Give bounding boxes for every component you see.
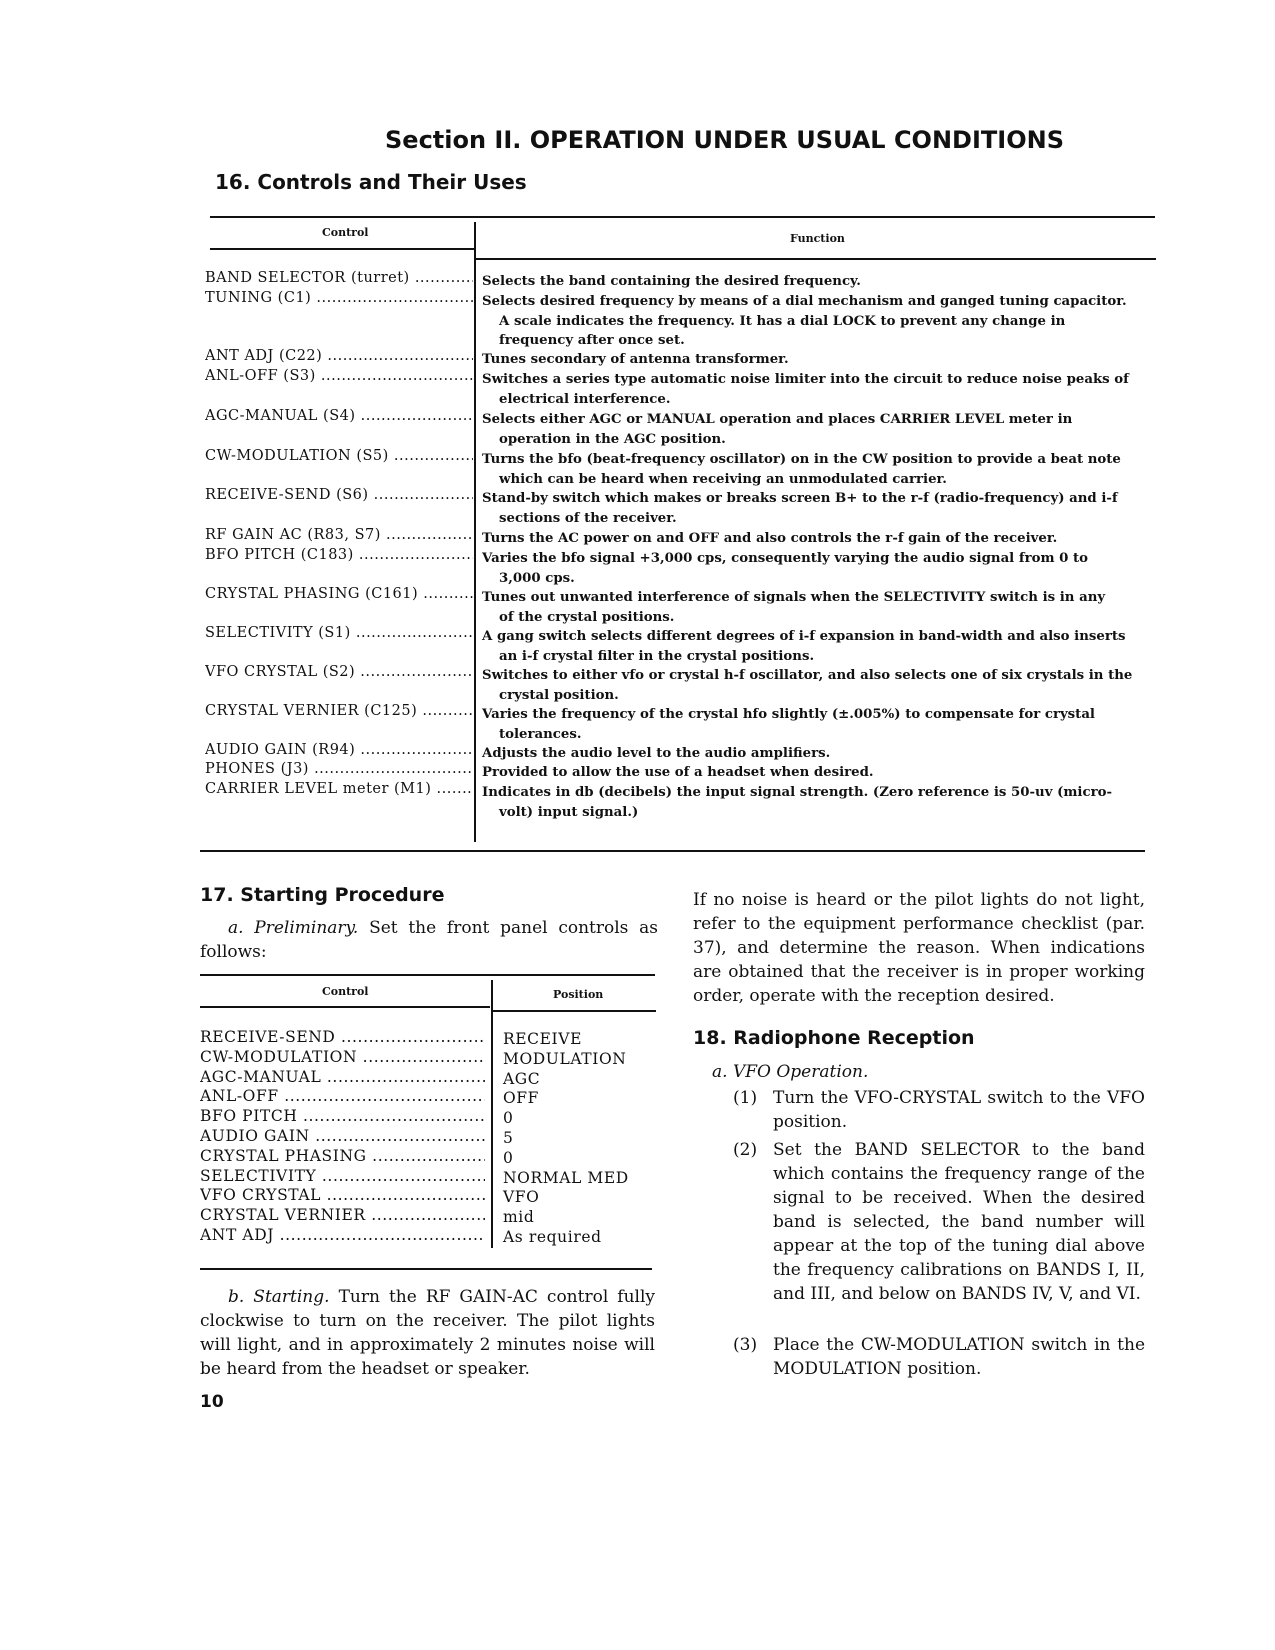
- function-line: Tunes secondary of antenna transformer.: [482, 352, 789, 367]
- par17-a: a. Preliminary. Set the front panel controls as follows:: [200, 918, 658, 962]
- function-line: Switches to either vfo or crystal h-f oscillator, and also selects one of six crystals in the: [482, 668, 1133, 683]
- control-name: AUDIO GAIN (R94) .....: [205, 742, 473, 758]
- control-name: SELECTIVITY (S1) .....: [205, 625, 473, 641]
- control-function: [482, 292, 1154, 351]
- control-function: [482, 588, 1154, 627]
- function-line: tolerances.: [499, 726, 582, 742]
- control-function: [482, 627, 1154, 666]
- control-name: VFO CRYSTAL (S2) .....: [205, 664, 473, 680]
- control-position: 0: [503, 1109, 514, 1128]
- step-item: [733, 1086, 1145, 1134]
- control-function: [482, 549, 1154, 588]
- control-name: AGC-MANUAL .....: [200, 1068, 485, 1086]
- function-line: Selects either AGC or MANUAL operation and places CARRIER LEVEL meter in: [482, 412, 1073, 427]
- t17-header-position: Position: [553, 988, 604, 1001]
- control-name: RECEIVE-SEND (S6) .....: [205, 487, 473, 503]
- function-line: an i-f crystal filter in the crystal positions.: [499, 648, 815, 664]
- control-function: [482, 489, 1154, 528]
- function-line: which can be heard when receiving an unmodulated carrier.: [499, 471, 947, 487]
- control-function: [482, 370, 1154, 409]
- control-position: NORMAL MED: [503, 1168, 629, 1187]
- control-name: CRYSTAL VERNIER .....: [200, 1206, 485, 1224]
- t17-header-rule-right: [493, 1010, 656, 1012]
- par17-b: b. Starting. Turn the RF GAIN-AC control fully clockwise to turn on the receiver. The pilot lights will light, and in approximately 2 minutes noise will be heard from the headset or speaker.: [200, 1287, 655, 1379]
- function-line: Adjusts the audio level to the audio amplifiers.: [482, 746, 831, 761]
- step-item: [733, 1138, 1145, 1306]
- function-line: Provided to allow the use of a headset when desired.: [482, 765, 874, 780]
- step-text: Turn the VFO-CRYSTAL switch to the VFO position.: [773, 1088, 1145, 1132]
- step-number: (3): [733, 1335, 758, 1355]
- function-line: volt) input signal.): [499, 804, 639, 820]
- control-name: ANT ADJ .....: [200, 1226, 485, 1244]
- control-position: MODULATION: [503, 1049, 627, 1068]
- control-function: [482, 410, 1154, 449]
- header-control: Control: [322, 226, 369, 239]
- control-name: RF GAIN AC (R83, S7) .....: [205, 527, 473, 543]
- par18-a: a. VFO Operation.: [712, 1062, 869, 1082]
- header-rule-right: [476, 258, 1156, 260]
- section-title: Section II. OPERATION UNDER USUAL CONDITIONS: [385, 126, 1064, 154]
- control-function: [482, 350, 1154, 370]
- control-function: [482, 529, 1154, 549]
- control-name: CW-MODULATION .....: [200, 1048, 485, 1066]
- function-line: sections of the receiver.: [499, 510, 677, 526]
- control-name: AGC-MANUAL (S4) .....: [205, 408, 473, 424]
- table-top-rule: [210, 216, 1155, 218]
- par17-continued: If no noise is heard or the pilot lights do not light, refer to the equipment performance checklist (par. 37), and determine the reason. When indications are obtained that the receiver is in proper working order, operate with the reception desired.: [693, 890, 1145, 1006]
- step-text: Set the BAND SELECTOR to the band which contains the frequency range of the signal to be received. When the desired band is selected, the band number will appear at the top of the tuning dial above the frequency calibrations on BANDS I, II, and III, and below on BANDS IV, V, and VI.: [773, 1140, 1145, 1304]
- function-line: Turns the AC power on and OFF and also controls the r-f gain of the receiver.: [482, 531, 1058, 546]
- step-number: (1): [733, 1088, 758, 1108]
- t17-header-rule-left: [200, 1006, 490, 1008]
- control-name: ANL-OFF (S3) .....: [205, 368, 473, 384]
- column-divider: [474, 222, 476, 842]
- control-name: TUNING (C1) .....: [205, 290, 473, 306]
- control-name: BFO PITCH (C183) .....: [205, 547, 473, 563]
- page-number: 10: [200, 1392, 224, 1412]
- function-line: operation in the AGC position.: [499, 431, 726, 447]
- table-bottom-rule: [200, 850, 1145, 852]
- control-name: CARRIER LEVEL meter (M1) .....: [205, 781, 473, 797]
- function-line: Indicates in db (decibels) the input signal strength. (Zero reference is 50-uv (micro-: [482, 785, 1112, 800]
- control-position: 5: [503, 1129, 514, 1147]
- function-line: crystal position.: [499, 687, 619, 703]
- t17-divider: [491, 980, 493, 1248]
- control-function: [482, 783, 1154, 822]
- par17-title: 17. Starting Procedure: [200, 884, 445, 906]
- control-function: [482, 666, 1154, 705]
- control-position: VFO: [503, 1188, 540, 1207]
- control-function: [482, 450, 1154, 489]
- function-line: A gang switch selects different degrees of i-f expansion in band-width and also inserts: [482, 629, 1126, 644]
- function-line: Selects desired frequency by means of a dial mechanism and ganged tuning capacitor.: [482, 294, 1127, 309]
- function-line: Switches a series type automatic noise limiter into the circuit to reduce noise peaks of: [482, 372, 1129, 387]
- control-position: mid: [503, 1208, 535, 1227]
- control-position: RECEIVE: [503, 1030, 582, 1048]
- t17-top-rule: [200, 974, 655, 976]
- control-position: AGC: [503, 1069, 541, 1088]
- t17-header-control: Control: [322, 985, 369, 998]
- function-line: Selects the band containing the desired frequency.: [482, 274, 861, 289]
- function-line: Varies the bfo signal +3,000 cps, consequently varying the audio signal from 0 to: [482, 551, 1089, 566]
- function-line: frequency after once set.: [499, 333, 685, 348]
- function-line: of the crystal positions.: [499, 609, 675, 625]
- control-position: As required: [503, 1228, 602, 1246]
- function-line: Stand-by switch which makes or breaks screen B+ to the r-f (radio-frequency) and i-f: [482, 491, 1118, 506]
- control-name: ANT ADJ (C22) .....: [205, 348, 473, 364]
- control-position: 0: [503, 1148, 514, 1167]
- function-line: electrical interference.: [499, 391, 671, 407]
- control-name: PHONES (J3) .....: [205, 761, 473, 777]
- control-name: CRYSTAL VERNIER (C125) .....: [205, 703, 473, 719]
- control-function: [482, 744, 1154, 764]
- function-line: Varies the frequency of the crystal hfo slightly (±.005%) to compensate for crystal: [482, 707, 1095, 722]
- control-name: CW-MODULATION (S5) .....: [205, 448, 473, 464]
- control-name: SELECTIVITY .....: [200, 1167, 485, 1185]
- t17-bottom-rule: [200, 1268, 652, 1270]
- control-name: ANL-OFF .....: [200, 1087, 485, 1105]
- function-line: Tunes out unwanted interference of signals when the SELECTIVITY switch is in any: [482, 590, 1106, 605]
- control-function: [482, 705, 1154, 744]
- control-function: [482, 272, 1154, 292]
- header-function: Function: [790, 232, 845, 245]
- par16-title: 16. Controls and Their Uses: [215, 170, 527, 194]
- control-function: [482, 763, 1154, 783]
- function-line: A scale indicates the frequency. It has a dial LOCK to prevent any change in: [499, 313, 1066, 329]
- step-text: Place the CW-MODULATION switch in the MODULATION position.: [773, 1335, 1145, 1379]
- step-number: (2): [733, 1140, 758, 1160]
- control-name: CRYSTAL PHASING (C161) .....: [205, 586, 473, 602]
- control-name: AUDIO GAIN .....: [200, 1127, 485, 1145]
- control-name: BAND SELECTOR (turret) .....: [205, 270, 473, 286]
- control-name: BFO PITCH .....: [200, 1107, 485, 1125]
- par18-title: 18. Radiophone Reception: [693, 1027, 975, 1049]
- control-name: VFO CRYSTAL .....: [200, 1186, 485, 1204]
- step-item: [733, 1333, 1145, 1381]
- control-name: RECEIVE-SEND .....: [200, 1028, 485, 1046]
- function-line: Turns the bfo (beat-frequency oscillator) on in the CW position to provide a beat note: [482, 452, 1121, 467]
- function-line: 3,000 cps.: [499, 570, 575, 586]
- control-name: CRYSTAL PHASING .....: [200, 1147, 485, 1165]
- header-rule-left: [210, 248, 475, 250]
- control-position: OFF: [503, 1089, 540, 1108]
